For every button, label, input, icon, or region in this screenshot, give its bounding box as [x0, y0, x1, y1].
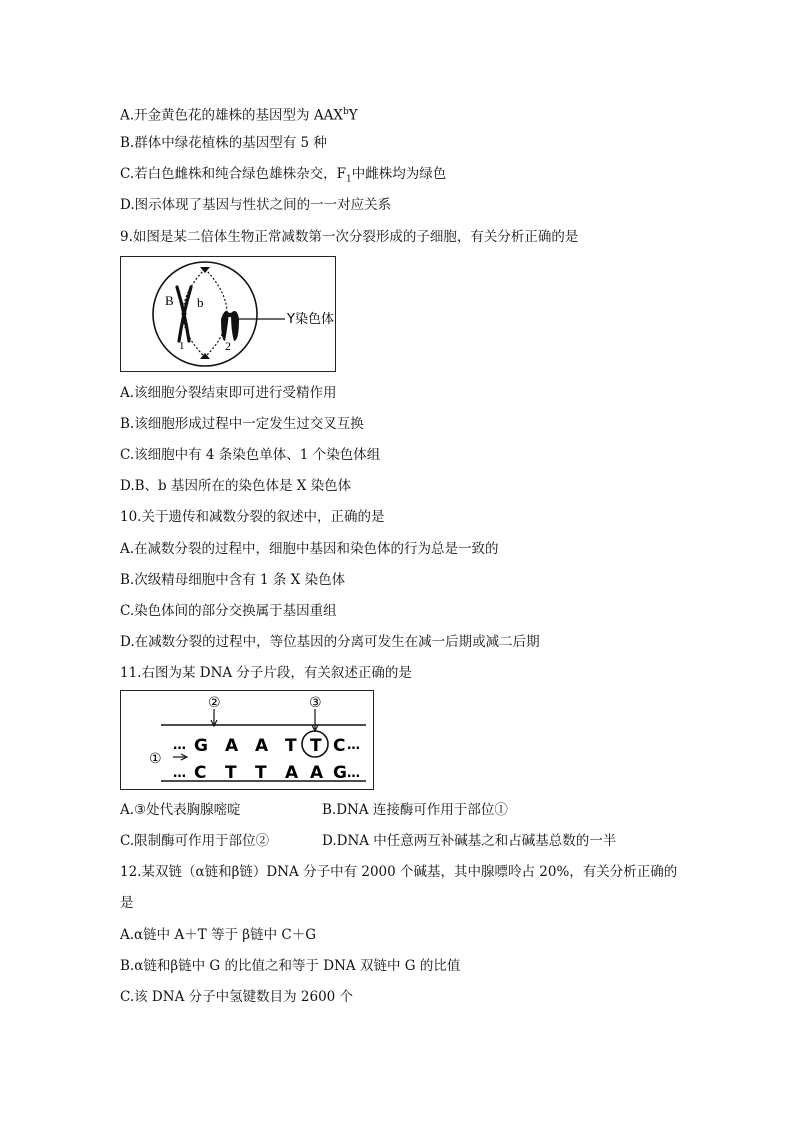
q11-option-d: D.DNA 中任意两互补碱基之和占碱基总数的一半 [322, 833, 617, 849]
q8-option-a-post: Y [348, 107, 358, 124]
top-base-4: T [285, 736, 297, 756]
bottom-base-6: G [333, 763, 347, 783]
top-base-2: A [225, 736, 239, 756]
top-left-dots: … [173, 738, 186, 753]
chromosome-2-centromere [228, 313, 232, 317]
chromosome-2-label: 2 [225, 339, 231, 353]
bottom-left-dots: … [173, 766, 186, 781]
top-base-1: G [194, 736, 208, 756]
q8-option-c-sub: 1 [346, 174, 352, 185]
chromosome-1-label: 1 [179, 340, 185, 352]
chromosome-2-arm-b [231, 311, 239, 341]
q9-option-b: B.该细胞形成过程中一定发生过交叉互换 [120, 416, 364, 432]
q9-option-a: A.该细胞分裂结束即可进行受精作用 [120, 385, 337, 401]
top-base-3: A [255, 736, 269, 756]
q12-option-c: C.该 DNA 分子中氢键数目为 2600 个 [120, 989, 354, 1005]
q12-stem-line-2: 是 [120, 895, 134, 911]
top-base-5: T [310, 736, 322, 756]
gene-b-upper-label: B [165, 293, 174, 308]
q11-dna-diagram [121, 691, 373, 789]
q10-option-b: B.次级精母细胞中含有 1 条 X 染色体 [120, 572, 346, 588]
bottom-base-5: A [310, 763, 324, 783]
bottom-base-2: T [225, 763, 237, 783]
q9-cell-diagram [121, 257, 335, 371]
top-right-dots: … [347, 738, 360, 753]
q11-option-a: A.③处代表胸腺嘧啶 [120, 802, 241, 818]
bottom-base-3: T [255, 763, 267, 783]
q10-option-d: D.在减数分裂的过程中，等位基因的分离可发生在减一后期或减二后期 [120, 634, 540, 650]
cell-membrane [153, 262, 257, 366]
q8-option-a-text: A.开金黄色花的雄株的基因型为 AAX [120, 107, 343, 124]
q12-option-b: B.α链和β链中 G 的比值之和等于 DNA 双链中 G 的比值 [120, 958, 461, 974]
chromosome-1-centromere [182, 312, 187, 317]
marker-2-label: ② [208, 695, 221, 711]
q8-option-b: B.群体中绿花植株的基因型有 5 种 [120, 135, 327, 151]
spindle-fiber-left [183, 269, 205, 357]
bottom-base-1: C [194, 763, 207, 783]
marker-3-label: ③ [309, 695, 322, 711]
q9-cell-figure [120, 256, 336, 372]
q9-option-d: D.B、b 基因所在的染色体是 X 染色体 [120, 478, 352, 494]
bottom-right-dots: … [347, 766, 360, 781]
q8-option-a-sup: b [342, 107, 349, 117]
q12-option-a: A.α链中 A＋T 等于 β链中 C＋G [120, 927, 316, 943]
chromosome-2-arm-a [221, 311, 229, 341]
top-base-6: C [333, 736, 346, 756]
bottom-base-4: A [285, 763, 299, 783]
q8-option-c-post: 中雌株均为绿色 [351, 166, 447, 182]
q11-dna-figure [120, 690, 374, 790]
q12-stem-line-1: 12.某双链（α链和β链）DNA 分子中有 2000 个碱基，其中腺嘌呤占 20%，有关分析正确的 [120, 864, 678, 880]
q10-option-a: A.在减数分裂的过程中，细胞中基因和染色体的行为总是一致的 [120, 541, 499, 557]
y-chromosome-label: Y染色体 [287, 312, 334, 327]
q8-option-c [120, 165, 446, 189]
q10-stem: 10.关于遗传和减数分裂的叙述中，正确的是 [120, 509, 385, 525]
q9-option-c: C.该细胞中有 4 条染色单体、1 个染色体组 [120, 447, 381, 463]
q8-option-c-text: C.若白色雌株和纯合绿色雄株杂交，F [120, 166, 347, 182]
gene-b-lower-label: b [197, 295, 204, 310]
q11-option-c: C.限制酶可作用于部位② [120, 833, 270, 849]
q8-option-d: D.图示体现了基因与性状之间的一一对应关系 [120, 197, 392, 213]
q10-option-c: C.染色体间的部分交换属于基因重组 [120, 603, 337, 619]
q11-option-b: B.DNA 连接酶可作用于部位① [322, 802, 508, 818]
q8-option-a [120, 103, 358, 125]
q11-stem: 11.右图为某 DNA 分子片段，有关叙述正确的是 [120, 665, 412, 681]
marker-1-label: ① [149, 751, 162, 767]
q9-stem: 9.如图是某二倍体生物正常减数第一次分裂形成的子细胞，有关分析正确的是 [120, 229, 579, 245]
